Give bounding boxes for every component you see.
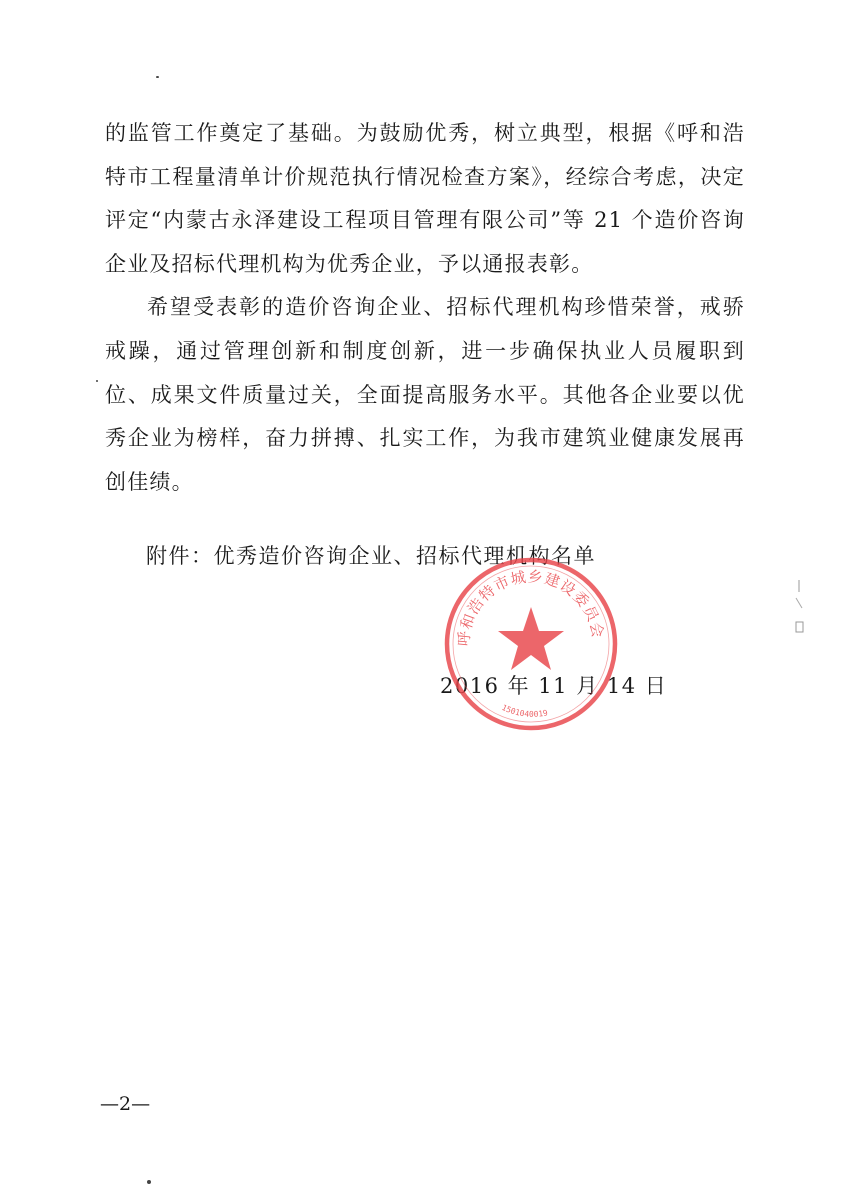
- paragraph-continuation: 的监管工作奠定了基础。为鼓励优秀，树立典型，根据《呼和浩特市工程量清单计价规范执行情况检查方案》，经综合考虑，决定评定“内蒙古永泽建设工程项目管理有限公司”等 21 个造价咨询企业及招标代理机构为优秀企业，予以通报表彰。: [105, 121, 745, 276]
- seal-code-text: [500, 703, 548, 719]
- margin-binding-mark: [792, 578, 806, 638]
- scan-speck: [96, 380, 98, 382]
- official-seal-stamp: [442, 555, 620, 733]
- paragraph-encouragement: 希望受表彰的造价咨询企业、招标代理机构珍惜荣誉，戒骄戒躁，通过管理创新和制度创新，进一步确保执业人员履职到位、成果文件质量过关，全面提高服务水平。其他各企业要以优秀企业为榜样，奋力拼搏、扎实工作，为我市建筑业健康发展再创佳绩。: [105, 295, 745, 494]
- seal-arc-text: 呼和浩特市城乡建设委员会: [454, 567, 608, 647]
- page-number: —2—: [100, 1093, 151, 1115]
- document-body: [105, 112, 745, 504]
- issue-date: 2016 年 11 月 14 日: [440, 674, 668, 698]
- seal-code: 1501040019: [500, 702, 549, 719]
- seal-ring-text: [455, 568, 607, 647]
- seal-star-icon: [498, 607, 564, 670]
- seal-outer-ring: [447, 560, 615, 728]
- scan-speck: [156, 76, 159, 78]
- attachment-line: 附件：优秀造价咨询企业、招标代理机构名单: [146, 544, 596, 568]
- scan-speck: [147, 1180, 151, 1184]
